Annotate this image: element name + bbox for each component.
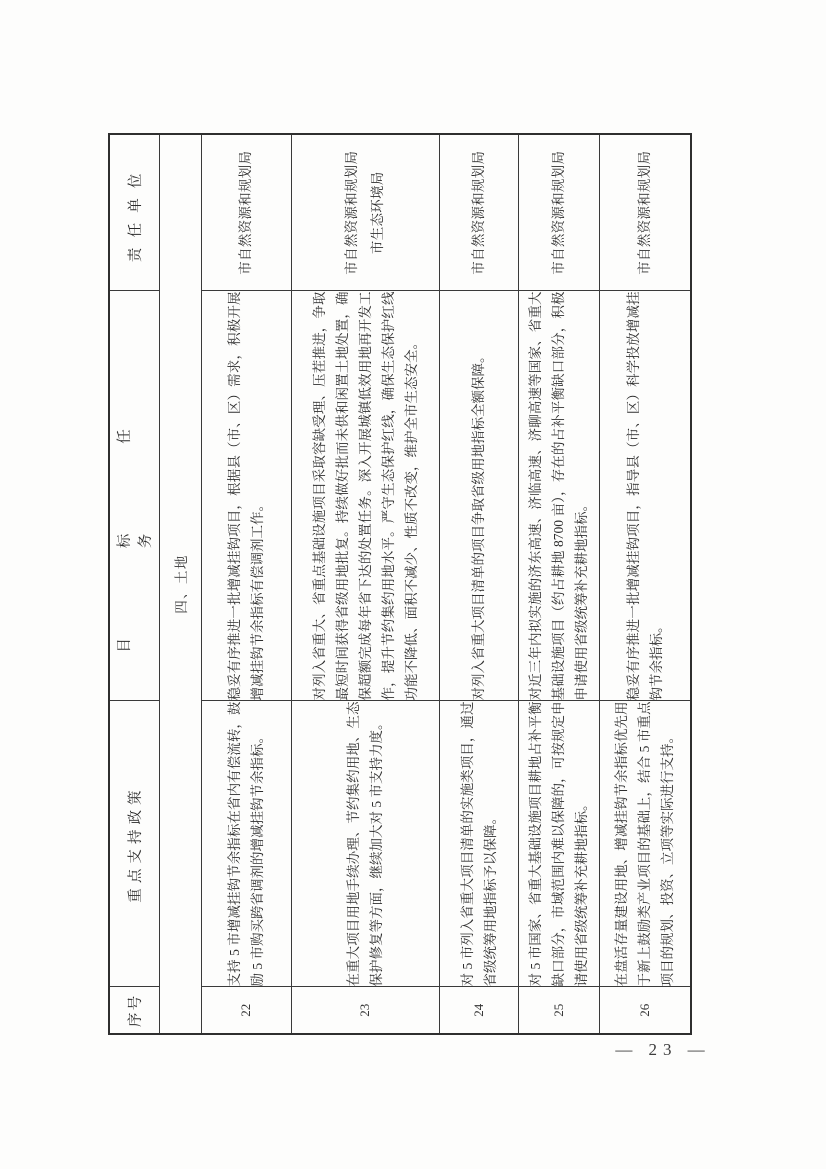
cell-unit [518,134,599,291]
cell-task: 对近三年内拟实施的济东高速、济临高速、济聊高速等国家、省重大基础设施项目（约占耕地 8700 亩），存在的占补平衡缺口部分，积极申请使用省级统筹补充耕地指标。 [518,291,599,701]
header-unit: 责任单位 [109,134,159,291]
cell-policy: 在盘活存量建设用地、增减挂钩节余指标优先用于新上鼓励类产业项目的基础上，结合 5 市重点项目的规划、投资、立项等实际进行支持。 [599,701,691,987]
cell-policy: 对 5 市国家、省重大基础设施项目耕地占补平衡缺口部分，市域范围内难以保障的，可按规定申请使用省级统筹补充耕地指标。 [518,701,599,987]
table-row [291,134,439,1034]
rotated-table-region [108,135,690,1035]
header-policy: 重点支持政策 [109,701,159,987]
cell-index: 23 [291,987,439,1034]
cell-index: 25 [518,987,599,1034]
table-header-row [109,134,159,1034]
header-index: 序号 [109,987,159,1034]
cell-task: 稳妥有序推进一批增减挂钩项目，指导县（市、区）科学投放增减挂钩节余指标。 [599,291,691,701]
header-task: 目标任务 [109,291,159,701]
cell-policy: 对 5 市列入省重大项目清单的实施类项目，通过省级统筹用地指标予以保障。 [439,701,518,987]
cell-unit [599,134,691,291]
section-label: 四、土地 [159,134,201,1034]
cell-unit [439,134,518,291]
cell-task: 稳妥有序推进一批增减挂钩项目，根据县（市、区）需求，积极开展增减挂钩节余指标有偿调剂工作。 [201,291,291,701]
cell-policy: 支持 5 市增减挂钩节余指标在省内有偿流转，鼓励 5 市购买跨省调剂的增减挂钩节余指标。 [201,701,291,987]
table-row [599,134,691,1034]
table-row [201,134,291,1034]
table-body [159,134,691,1034]
cell-index: 22 [201,987,291,1034]
unit-line: 市生态环境局 [370,171,385,255]
unit-line: 市自然资源和规划局 [636,150,652,275]
section-row [159,134,201,1034]
policy-table [108,133,692,1035]
cell-unit [201,134,291,291]
unit-line: 市自然资源和规划局 [550,150,566,275]
cell-index: 26 [599,987,691,1034]
unit-line: 市自然资源和规划局 [470,150,486,275]
landscape-table-wrapper [108,135,690,1035]
cell-index: 24 [439,987,518,1034]
cell-unit [291,134,439,291]
cell-policy: 在重大项目用地手续办理、节约集约用地、生态保护修复等方面，继续加大对 5 市支持力度。 [291,701,439,987]
cell-task: 对列入省重大项目清单的项目争取省级用地指标全额保障。 [439,291,518,701]
page-number: — 23 — [615,1040,711,1059]
unit-line: 市自然资源和规划局 [238,150,253,275]
cell-task: 对列入省重大、省重点基础设施项目采取容缺受理、压茬推进，争取最短时间获得省级用地批复。持续做好批而未供和闲置土地处置，确保超额完成每年省下达的处置任务。深入开展城镇低效用地再开发工作，提升节约集约用地水平。严守生态保护红线，确保生态保护红线功能不降低、面积不减少、性质不改变，维护全市生态安全。 [291,291,439,701]
table-row [518,134,599,1034]
unit-line: 市自然资源和规划局 [344,150,359,275]
table-row [439,134,518,1034]
